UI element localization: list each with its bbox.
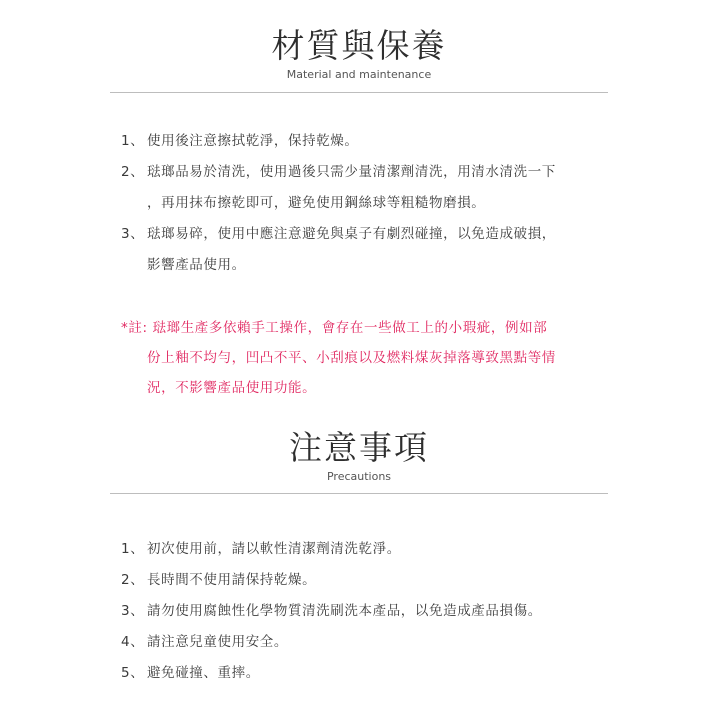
list-item-number: 3、 — [121, 603, 145, 619]
list-item-text: 長時間不使用請保持乾燥。 — [147, 572, 317, 588]
precautions-list — [121, 534, 601, 689]
list-item-text: 使用後注意擦拭乾淨，保持乾燥。 — [147, 133, 359, 149]
list-item-text-cont: 影響產品使用。 — [147, 257, 246, 273]
list-item-text: 請勿使用腐蝕性化學物質清洗刷洗本產品，以免造成產品損傷。 — [147, 603, 542, 619]
list-item — [121, 658, 601, 689]
material-title: 材質與保養 — [271, 26, 447, 65]
list-item-number: 2、 — [121, 572, 145, 588]
list-item-text: 請注意兒童使用安全。 — [147, 634, 288, 650]
precautions-subtitle: Precautions — [326, 470, 392, 483]
material-divider — [110, 92, 608, 93]
list-item — [121, 219, 601, 281]
list-item-number: 4、 — [121, 634, 145, 650]
list-item-text: 避免碰撞、重摔。 — [147, 665, 260, 681]
material-subtitle: Material and maintenance — [286, 68, 432, 81]
list-item-number: 3、 — [121, 226, 145, 242]
precautions-divider — [110, 493, 608, 494]
note-line: 份上釉不均勻，凹凸不平、小刮痕以及燃料煤灰掉落導致黑點等情 — [147, 350, 556, 366]
list-item — [121, 596, 601, 627]
material-list — [121, 126, 601, 281]
list-item-text-cont: ，再用抹布擦乾即可，避免使用鋼絲球等粗糙物磨損。 — [147, 195, 486, 211]
list-item-text: 琺瑯品易於清洗，使用過後只需少量清潔劑清洗，用清水清洗一下 — [147, 164, 556, 180]
note-line: *註: 琺瑯生產多依賴手工操作，會存在一些做工上的小瑕疵，例如部 — [121, 320, 548, 336]
list-item — [121, 157, 601, 219]
material-header — [110, 26, 608, 82]
craft-note — [121, 313, 601, 403]
list-item-text: 初次使用前，請以軟性清潔劑清洗乾淨。 — [147, 541, 401, 557]
precautions-title: 注意事項 — [289, 428, 429, 467]
list-item — [121, 565, 601, 596]
list-item-number: 1、 — [121, 541, 145, 557]
list-item-number: 5、 — [121, 665, 145, 681]
list-item — [121, 126, 601, 157]
list-item-number: 1、 — [121, 133, 145, 149]
list-item — [121, 534, 601, 565]
note-line: 況，不影響產品使用功能。 — [147, 380, 317, 396]
list-item-number: 2、 — [121, 164, 145, 180]
list-item — [121, 627, 601, 658]
list-item-text: 琺瑯易碎，使用中應注意避免與桌子有劇烈碰撞，以免造成破損， — [147, 226, 556, 242]
precautions-header — [110, 428, 608, 484]
